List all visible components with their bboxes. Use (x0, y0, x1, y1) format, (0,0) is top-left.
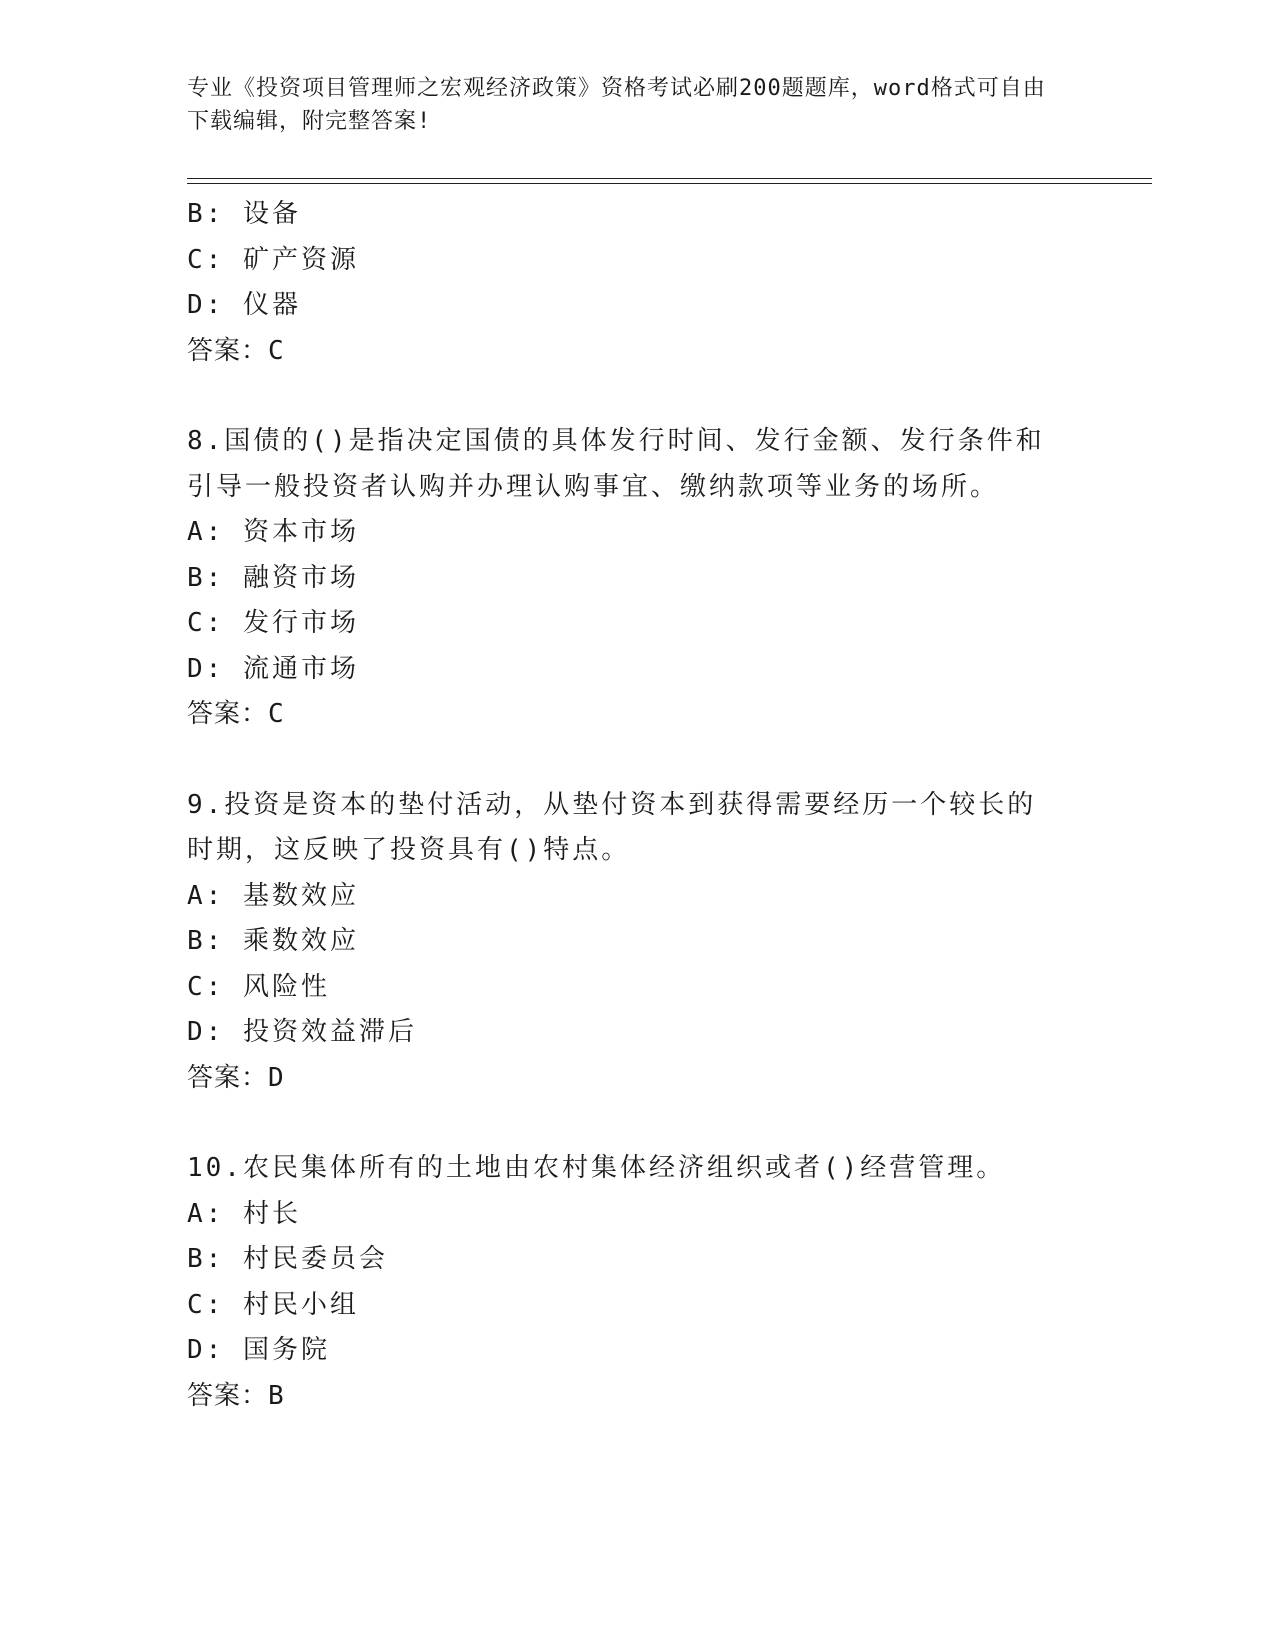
answer-line: 答案：C (187, 699, 285, 729)
option-a: A: 资本市场 (187, 517, 359, 547)
option-d: D: 仪器 (187, 290, 301, 320)
answer-line: 答案：C (187, 335, 285, 366)
question-block-8 (187, 419, 1067, 738)
option-c: C: 矿产资源 (187, 244, 359, 275)
option-b: B: 设备 (187, 199, 301, 229)
option-a: A: 基数效应 (187, 880, 359, 911)
header-divider-bottom (187, 183, 1152, 184)
option-b: B: 乘数效应 (187, 926, 359, 956)
option-d: D: 流通市场 (187, 653, 359, 684)
question-block-9 (187, 783, 1067, 1102)
option-d: D: 投资效益滞后 (187, 1017, 417, 1047)
option-b: B: 村民委员会 (187, 1244, 388, 1274)
question-stem: 9.投资是资本的垫付活动，从垫付资本到获得需要经历一个较长的时期，这反映了投资具有()特点。 (187, 789, 1037, 865)
option-c: C: 风险性 (187, 971, 330, 1002)
document-header: 专业《投资项目管理师之宏观经济政策》资格考试必刷200题题库，word格式可自由下载编辑，附完整答案! (187, 76, 1046, 134)
option-a: A: 村长 (187, 1198, 301, 1229)
option-d: D: 国务院 (187, 1335, 330, 1365)
question-content (187, 192, 1067, 1419)
option-c: C: 发行市场 (187, 608, 359, 638)
question-block-10 (187, 1146, 1067, 1419)
option-c: C: 村民小组 (187, 1289, 359, 1320)
answer-line: 答案：D (187, 1062, 285, 1093)
question-stem: 8.国债的()是指决定国债的具体发行时间、发行金额、发行条件和引导一般投资者认购并办理认购事宜、缴纳款项等业务的场所。 (187, 426, 1045, 502)
question-stem: 10.农民集体所有的土地由农村集体经济组织或者()经营管理。 (187, 1153, 1006, 1183)
answer-line: 答案：B (187, 1380, 285, 1411)
option-b: B: 融资市场 (187, 562, 359, 593)
prev-question-block (187, 192, 1067, 374)
header-divider-top (187, 178, 1152, 179)
